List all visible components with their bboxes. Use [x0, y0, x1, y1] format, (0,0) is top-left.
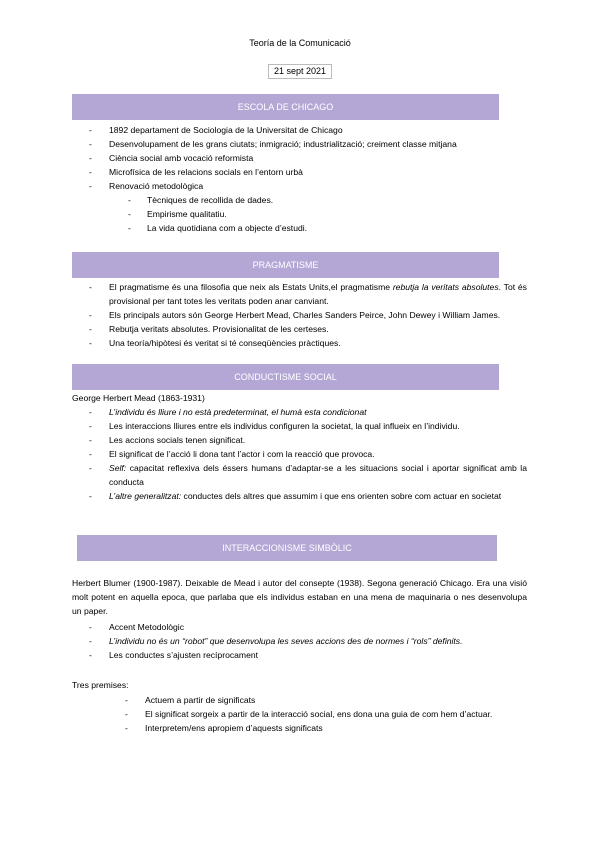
list-item: - Interpretem/ens apropiem d’aquests significats: [72, 721, 527, 735]
metodologia-sublist: [72, 193, 527, 235]
pragmatisme-text-end: . Tot és provisional per tant totes les veritats poden anar canviant.: [109, 282, 527, 306]
premises-title: Tres premises:: [72, 680, 129, 690]
self-term: Self:: [109, 463, 127, 473]
list-item: - El significat de l’acció li dona tant l’actor i com la reacció que provoca.: [72, 447, 527, 461]
pragmatisme-text: El pragmatisme és una filosofia que neix als Estats Units,el pragmatisme: [109, 282, 393, 292]
section-heading-escola-chicago: ESCOLA DE CHICAGO: [72, 94, 499, 120]
altre-generalitzat-term: L’altre generalitzat:: [109, 491, 182, 501]
list-item: [72, 461, 527, 489]
section-heading-conductisme-social: CONDUCTISME SOCIAL: [72, 364, 499, 390]
list-item: - Una teoría/hipòtesi és veritat si té conseqüències pràctiques.: [72, 336, 527, 350]
conductisme-list: [72, 405, 527, 503]
section-heading-interaccionisme-simbolic: INTERACCIONISME SIMBÒLIC: [77, 535, 497, 561]
list-item-text: L’individu no és un “robot” que desenvolupa les seves accions des de normes i “rols” definits.: [109, 636, 463, 646]
list-item: - Les conductes s’ajusten recíprocament: [72, 648, 527, 662]
list-item-text: L’individu és lliure i no està predeterminat, el humà esta condicionat: [109, 407, 367, 417]
list-item: [72, 634, 527, 648]
document-date: 21 sept 2021: [268, 64, 332, 79]
self-definition: capacitat reflexiva dels éssers humans d’adaptar-se a les situacions social i aportar significat amb la conducta: [109, 463, 527, 487]
list-item: - 1892 departament de Sociologia de la Universitat de Chicago: [72, 123, 527, 137]
list-item: - Les accions socials tenen significat.: [72, 433, 527, 447]
list-item: - Rebutja veritats absolutes. Provisionalitat de les certeses.: [72, 322, 527, 336]
mead-author-line: George Herbert Mead (1863-1931): [72, 393, 205, 403]
pragmatisme-emphasis: rebutja la veritats absolutes: [392, 282, 499, 292]
altre-generalitzat-definition: conductes dels altres que assumim i que ens orienten sobre com actuar en societat: [181, 491, 502, 501]
pragmatisme-list: [72, 280, 527, 350]
list-item: - Empirisme qualitatiu.: [72, 207, 527, 221]
list-item: - La vida quotidiana com a objecte d’estudi.: [72, 221, 527, 235]
list-item: - Els principals autors són George Herbert Mead, Charles Sanders Peirce, John Dewey i William James.: [72, 308, 527, 322]
list-item: - Les interaccions lliures entre els individus configuren la societat, la qual influeix en l’individu.: [72, 419, 527, 433]
list-item: - Desenvolupament de les grans ciutats; inmigració; industrialització; creiment classe mitjana: [72, 137, 527, 151]
premises-list: [72, 693, 527, 735]
list-item: [72, 405, 527, 419]
blumer-paragraph: Herbert Blumer (1900-1987). Deixable de Mead i autor del consepte (1938). Segona generació Chicago. Era una visió molt potent en aquella epoca, que parlaba que els individus estaban en una mena de maquinaria o nes desenvolupa un paper.: [72, 578, 527, 616]
interaccionisme-list: [72, 620, 527, 662]
list-item: - Ciència social amb vocació reformista: [72, 151, 527, 165]
list-item: - Accent Metodològic: [72, 620, 527, 634]
list-item: - Microfísica de les relacions socials en l’entorn urbà: [72, 165, 527, 179]
escola-chicago-list: [72, 123, 527, 193]
section-heading-pragmatisme: PRAGMATISME: [72, 252, 499, 278]
list-item: - Tècniques de recollida de dades.: [72, 193, 527, 207]
list-item: [72, 489, 527, 503]
list-item: - El significat sorgeix a partir de la interacció social, ens dona una guia de com hem d’actuar.: [72, 707, 527, 721]
document-title: Teoría de la Comunicació: [249, 38, 351, 48]
list-item: - Actuem a partir de significats: [72, 693, 527, 707]
list-item: - Renovació metodològica: [72, 179, 527, 193]
list-item: [72, 280, 527, 308]
